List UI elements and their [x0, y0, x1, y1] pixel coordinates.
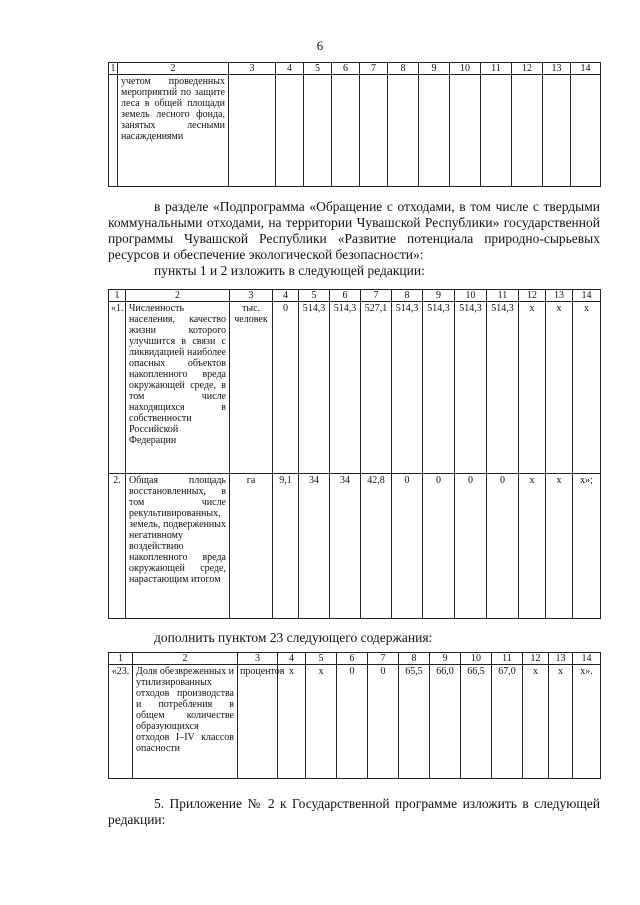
value-cell: 514,3 — [455, 302, 487, 474]
paragraph-add-item: дополнить пунктом 23 следующего содержания: — [154, 630, 433, 645]
value-cell: 0 — [368, 665, 399, 779]
value-cell: 0 — [423, 474, 455, 619]
paragraph-section-intro: в разделе «Подпрограмма «Обращение с отходами, в том числе с твердыми коммунальными отходами, на территории Чувашской Республики» государственной программы Чувашской Республики «Развитие потенциала природно-сырьевых ресурсов и обеспечение экологической безопасности»: — [108, 199, 600, 262]
column-number-cell: 1 — [109, 653, 133, 665]
column-number-cell: 12 — [512, 63, 543, 75]
table-header-row — [109, 290, 601, 302]
column-number-cell: 3 — [238, 653, 278, 665]
column-number-cell: 9 — [423, 290, 455, 302]
cell — [571, 75, 601, 187]
value-cell: 514,3 — [330, 302, 361, 474]
column-number-cell: 1 — [110, 63, 116, 74]
value-cell: x»; — [573, 474, 601, 619]
value-cell: x — [549, 665, 573, 779]
column-number-cell: 11 — [481, 63, 512, 75]
column-number-cell: 11 — [492, 653, 523, 665]
column-number-cell: 9 — [430, 653, 461, 665]
value-cell: 0 — [337, 665, 368, 779]
value-cell: 514,3 — [299, 302, 330, 474]
value-cell: 0 — [273, 302, 299, 474]
value-cell: 34 — [299, 474, 330, 619]
cell — [450, 75, 481, 187]
column-number-cell: 10 — [450, 63, 481, 75]
value-cell: x — [278, 665, 306, 779]
value-cell: 42,8 — [361, 474, 392, 619]
column-number-cell: 14 — [573, 653, 601, 665]
cell — [512, 75, 543, 187]
paragraph-items-instruction: пункты 1 и 2 изложить в следующей редакции: — [154, 263, 425, 278]
row-number-cell: «23. — [109, 665, 133, 779]
column-number-cell: 4 — [273, 290, 299, 302]
column-number-cell: 2 — [126, 290, 230, 302]
value-cell: 527,1 — [361, 302, 392, 474]
row-number-cell — [109, 75, 118, 187]
column-number-cell: 12 — [523, 653, 549, 665]
unit-cell: тыс. человек — [230, 302, 273, 474]
table-row — [109, 665, 601, 779]
indicator-name-cell: Доля обезвреженных и утилизированных отходов производства и потребления в общем количестве образующихся отходов I–IV классов опасности — [133, 665, 238, 779]
value-cell: x — [523, 665, 549, 779]
value-cell: x — [573, 302, 601, 474]
table-header-row — [109, 653, 601, 665]
value-cell: x — [519, 302, 546, 474]
page-number: 6 — [316, 38, 324, 53]
cell — [543, 75, 571, 187]
column-number-cell: 10 — [461, 653, 492, 665]
column-number-cell: 13 — [546, 290, 573, 302]
column-number-cell: 6 — [330, 290, 361, 302]
value-cell: 514,3 — [392, 302, 423, 474]
column-number-cell: 14 — [571, 63, 601, 75]
column-number-cell: 13 — [543, 63, 571, 75]
value-cell: 514,3 — [423, 302, 455, 474]
column-number-cell: 4 — [278, 653, 306, 665]
column-number-cell: 1 — [109, 290, 126, 302]
cell — [304, 75, 332, 187]
column-number-cell: 10 — [455, 290, 487, 302]
column-number-cell: 11 — [487, 290, 519, 302]
value-cell: 66,0 — [430, 665, 461, 779]
cell — [360, 75, 388, 187]
column-number-cell: 5 — [306, 653, 337, 665]
value-cell: 0 — [487, 474, 519, 619]
column-number-cell: 12 — [519, 290, 546, 302]
column-number-cell: 6 — [332, 63, 360, 75]
value-cell: 66,5 — [461, 665, 492, 779]
cell — [229, 75, 276, 187]
value-cell: x — [546, 302, 573, 474]
table-row — [109, 75, 601, 187]
value-cell: 9,1 — [273, 474, 299, 619]
row-number-cell: 2. — [109, 474, 126, 619]
value-cell: x — [519, 474, 546, 619]
column-number-cell: 5 — [304, 63, 332, 75]
value-cell: x — [546, 474, 573, 619]
value-cell: x — [306, 665, 337, 779]
column-number-cell: 8 — [399, 653, 430, 665]
value-cell: 65,5 — [399, 665, 430, 779]
column-number-cell: 3 — [229, 63, 276, 75]
cell — [419, 75, 450, 187]
cell — [388, 75, 419, 187]
value-cell: 514,3 — [487, 302, 519, 474]
value-cell: 0 — [392, 474, 423, 619]
cell — [332, 75, 360, 187]
indicator-name-cell: учетом проведенных мероприятий по защите леса в общей площади земель лесного фонда, занятых лесными насаждениями — [118, 75, 229, 187]
cell — [276, 75, 304, 187]
indicator-name-cell: Численность населения, качество жизни которого улучшится в связи с ликвидацией наиболее опасных объектов накопленного вреда окружающей среде, в том числе находящихся в собственности Российской Федерации — [126, 302, 230, 474]
column-number-cell: 13 — [549, 653, 573, 665]
column-number-cell: 4 — [276, 63, 304, 75]
column-number-cell: 6 — [337, 653, 368, 665]
row-number-cell: «1. — [109, 302, 126, 474]
indicator-name-cell: Общая площадь восстановленных, в том числе рекультивированных, земель, подверженных негативному воздействию накопленного вреда окружающей среде, нарастающим итогом — [126, 474, 230, 619]
value-cell: 67,0 — [492, 665, 523, 779]
table-row — [109, 474, 601, 619]
paragraph-appendix-2: 5. Приложение № 2 к Государственной программе изложить в следующей редакции: — [108, 796, 600, 827]
value-cell: 34 — [330, 474, 361, 619]
table-indicator-23 — [108, 652, 601, 779]
column-number-cell: 2 — [133, 653, 238, 665]
column-number-cell: 14 — [573, 290, 601, 302]
value-cell: x». — [573, 665, 601, 779]
unit-cell: га — [230, 474, 273, 619]
column-number-cell: 7 — [360, 63, 388, 75]
column-number-cell: 5 — [299, 290, 330, 302]
value-cell: 0 — [455, 474, 487, 619]
table-indicators-1-2 — [108, 289, 601, 619]
column-number-cell: 7 — [361, 290, 392, 302]
column-number-cell: 8 — [392, 290, 423, 302]
column-number-cell: 8 — [388, 63, 419, 75]
cell — [481, 75, 512, 187]
column-number-cell: 2 — [118, 63, 229, 75]
table-continuation — [108, 62, 601, 187]
table-header-row — [109, 63, 601, 75]
column-number-cell: 7 — [368, 653, 399, 665]
column-number-cell: 9 — [419, 63, 450, 75]
column-number-cell: 3 — [230, 290, 273, 302]
table-row — [109, 302, 601, 474]
unit-cell: процентов — [238, 665, 278, 779]
